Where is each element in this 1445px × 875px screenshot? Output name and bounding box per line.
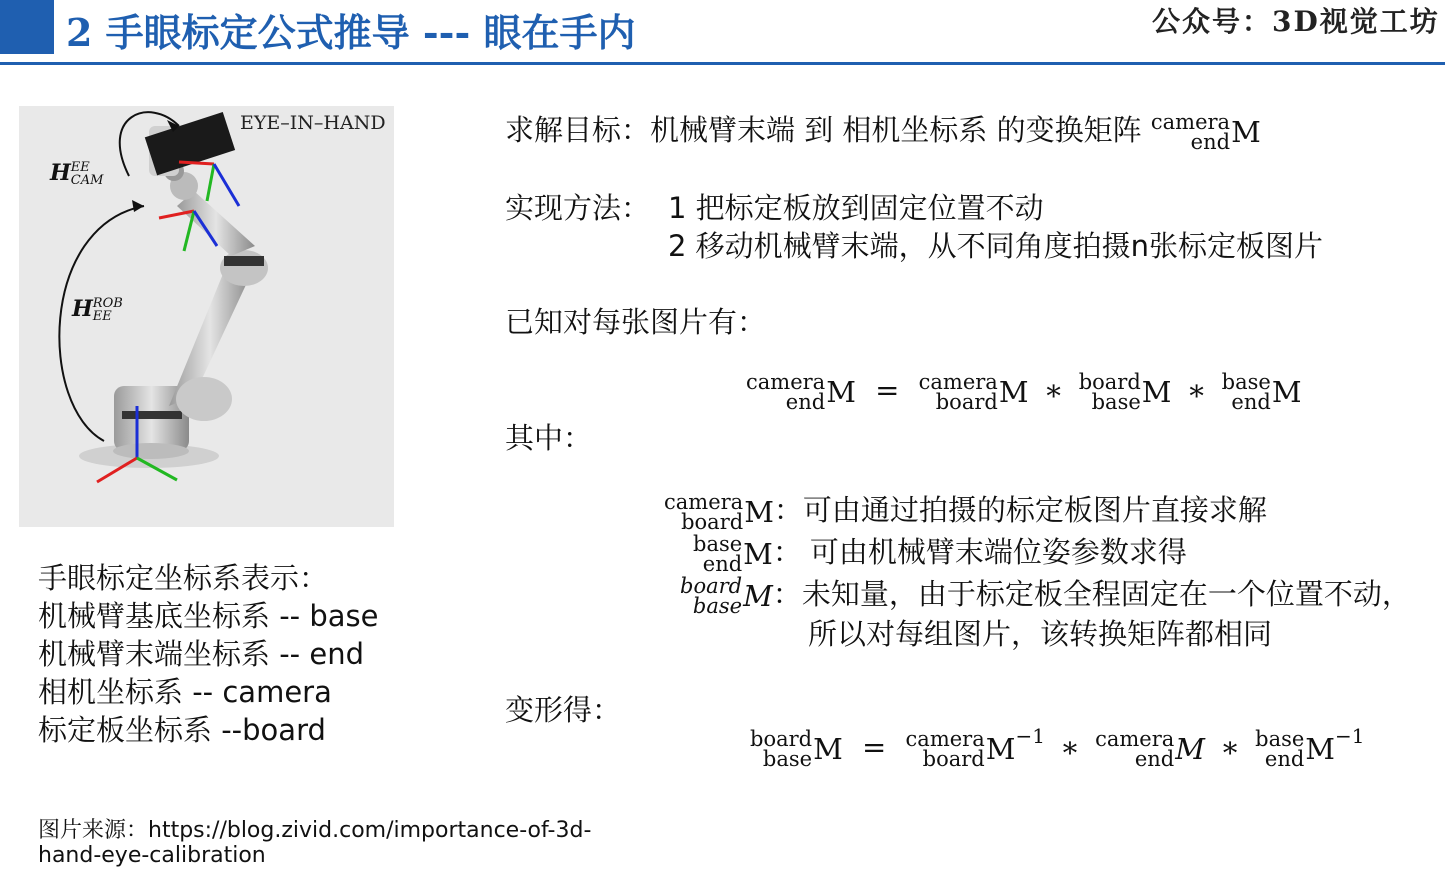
transform-label: 变形得： [505, 693, 622, 727]
goal-line: 求解目标：机械臂末端 到 相机坐标系 的变换矩阵 camera end M [505, 110, 1261, 154]
method-step-2: 2 移动机械臂末端，从不同角度拍摄n张标定板图片 [668, 229, 1324, 263]
method-label: 实现方法： [505, 191, 651, 225]
legend-item-base: 机械臂基底坐标系 -- base [38, 599, 379, 633]
desc-camera-board: camera board M：可由通过拍摄的标定板图片直接求解 [664, 490, 1267, 534]
legend-heading: 手眼标定坐标系表示： [38, 561, 329, 595]
equation-derived: board base M = camera board $M^{-1}$ ∗ camera end M ∗ base end $M^{-1}$ [750, 724, 1365, 771]
h-rob-ee-label: H ROB EE [72, 296, 123, 324]
goal-matrix: camera end M [1150, 110, 1261, 154]
method-step-1: 1 把标定板放到固定位置不动 [668, 191, 1044, 225]
legend-item-end: 机械臂末端坐标系 -- end [38, 637, 364, 671]
desc-base-end: base end M： 可由机械臂末端位姿参数求得 [693, 532, 1187, 576]
desc-board-base-cont: 所以对每组图片，该转换矩阵都相同 [808, 617, 1273, 651]
equation-main: camera end M = camera board M ∗ board base M ∗ base end M [746, 370, 1302, 414]
legend-item-camera: 相机坐标系 -- camera [38, 675, 332, 709]
legend-item-board: 标定板坐标系 --board [38, 713, 326, 747]
slide-title: 2 手眼标定公式推导 --- 眼在手内 [66, 10, 636, 55]
figure-label: EYE–IN–HAND [240, 112, 386, 134]
where-label: 其中： [505, 421, 593, 455]
source-line-2: hand-eye-calibration [38, 843, 266, 868]
source-line-1: 图片来源：https://blog.zivid.com/importance-of-3d- [38, 818, 592, 843]
watermark: 公众号：3D视觉工坊 [1152, 5, 1440, 38]
known-label: 已知对每张图片有： [505, 305, 767, 339]
h-ee-cam-label: H EE CAM [50, 160, 104, 188]
header-accent-block [0, 0, 54, 54]
header-rule [0, 62, 1445, 65]
desc-board-base: board base M：未知量，由于标定板全程固定在一个位置不动， [680, 574, 1411, 618]
